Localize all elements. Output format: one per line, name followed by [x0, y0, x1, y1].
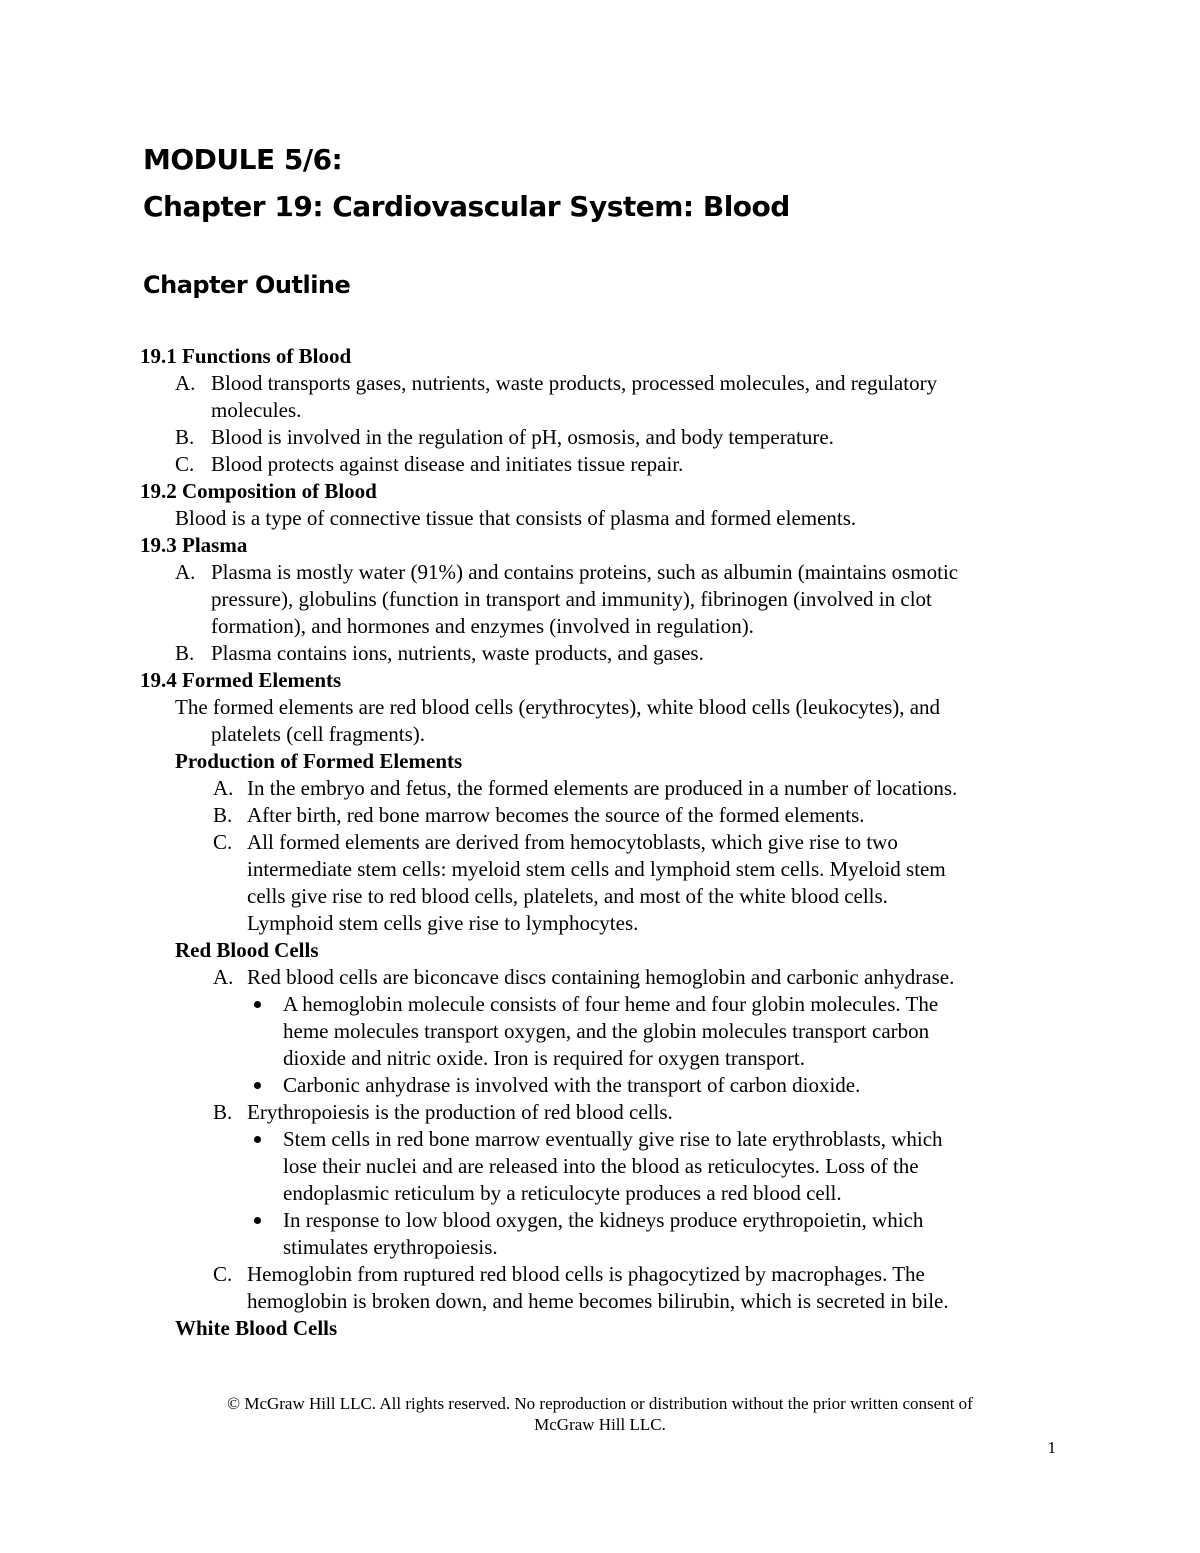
- outline-line: [140, 856, 1060, 883]
- chapter-title: Chapter 19: Cardiovascular System: Blood: [143, 190, 790, 223]
- page-number: 1: [1047, 1438, 1056, 1457]
- outline-line: [140, 1126, 1060, 1153]
- bullet-icon: [254, 1217, 261, 1224]
- list-marker: A.: [175, 560, 196, 584]
- list-marker: C.: [213, 1262, 233, 1286]
- list-marker: C.: [213, 830, 233, 854]
- bullet-icon: [254, 1001, 261, 1008]
- list-item: After birth, red bone marrow becomes the source of the formed elements.: [247, 803, 865, 827]
- outline-line: [140, 613, 1060, 640]
- list-item-continuation: Lymphoid stem cells give rise to lymphocytes.: [247, 911, 639, 935]
- outline-line: [140, 721, 1060, 748]
- outline-line: [140, 883, 1060, 910]
- outline-line: [140, 1180, 1060, 1207]
- outline-line: [140, 1099, 1060, 1126]
- outline-line: [140, 1045, 1060, 1072]
- bullet-icon: [254, 1082, 261, 1089]
- list-marker: B.: [213, 1100, 233, 1124]
- outline-line: [140, 1234, 1060, 1261]
- list-marker: B.: [213, 803, 233, 827]
- bullet-item: In response to low blood oxygen, the kidneys produce erythropoietin, which: [283, 1208, 924, 1232]
- outline-line: [140, 1072, 1060, 1099]
- section-heading: 19.3 Plasma: [140, 533, 248, 557]
- outline-line: [140, 397, 1060, 424]
- outline-line: [140, 370, 1060, 397]
- outline-line: [140, 1153, 1060, 1180]
- section-heading: 19.2 Composition of Blood: [140, 479, 377, 503]
- list-item: Hemoglobin from ruptured red blood cells is phagocytized by macrophages. The: [247, 1262, 925, 1286]
- list-item-continuation: hemoglobin is broken down, and heme becomes bilirubin, which is secreted in bile.: [247, 1289, 949, 1313]
- list-marker: C.: [175, 452, 195, 476]
- outline-line: [140, 532, 1060, 559]
- outline-line: [140, 802, 1060, 829]
- list-marker: A.: [213, 776, 234, 800]
- subsection-heading: Red Blood Cells: [175, 938, 319, 962]
- paragraph: The formed elements are red blood cells (erythrocytes), white blood cells (leukocytes), and: [175, 695, 941, 719]
- outline-body: [140, 343, 1060, 1342]
- outline-line: [140, 343, 1060, 370]
- list-item: All formed elements are derived from hemocytoblasts, which give rise to two: [247, 830, 898, 854]
- list-item: Erythropoiesis is the production of red blood cells.: [247, 1100, 673, 1124]
- bullet-item-continuation: endoplasmic reticulum by a reticulocyte produces a red blood cell.: [283, 1181, 842, 1205]
- copyright-line-1: © McGraw Hill LLC. All rights reserved. No reproduction or distribution without the prior written consent of: [227, 1394, 973, 1413]
- list-item: Blood transports gases, nutrients, waste products, processed molecules, and regulatory: [211, 371, 938, 395]
- section-heading: 19.1 Functions of Blood: [140, 344, 352, 368]
- list-item-continuation: platelets (cell fragments).: [211, 722, 425, 746]
- bullet-icon: [254, 1136, 261, 1143]
- bullet-item: A hemoglobin molecule consists of four heme and four globin molecules. The: [283, 992, 939, 1016]
- bullet-item-continuation: heme molecules transport oxygen, and the globin molecules transport carbon: [283, 1019, 930, 1043]
- outline-line: [140, 559, 1060, 586]
- bullet-item: Carbonic anhydrase is involved with the transport of carbon dioxide.: [283, 1073, 861, 1097]
- outline-line: [140, 1315, 1060, 1342]
- outline-line: [140, 964, 1060, 991]
- list-item: Red blood cells are biconcave discs containing hemoglobin and carbonic anhydrase.: [247, 965, 955, 989]
- list-item: Plasma contains ions, nutrients, waste products, and gases.: [211, 641, 704, 665]
- chapter-outline-heading: Chapter Outline: [143, 271, 351, 299]
- bullet-item-continuation: dioxide and nitric oxide. Iron is required for oxygen transport.: [283, 1046, 805, 1070]
- outline-line: [140, 505, 1060, 532]
- bullet-item: Stem cells in red bone marrow eventually give rise to late erythroblasts, which: [283, 1127, 943, 1151]
- subsection-heading: White Blood Cells: [175, 1316, 338, 1340]
- list-item-continuation: cells give rise to red blood cells, platelets, and most of the white blood cells.: [247, 884, 888, 908]
- outline-line: [140, 451, 1060, 478]
- outline-line: [140, 586, 1060, 613]
- outline-line: [140, 991, 1060, 1018]
- list-marker: A.: [213, 965, 234, 989]
- outline-line: [140, 1261, 1060, 1288]
- outline-line: [140, 1207, 1060, 1234]
- outline-line: [140, 829, 1060, 856]
- section-heading: 19.4 Formed Elements: [140, 668, 342, 692]
- list-item: Blood is involved in the regulation of pH, osmosis, and body temperature.: [211, 425, 834, 449]
- outline-line: [140, 1288, 1060, 1315]
- subsection-heading: Production of Formed Elements: [175, 749, 463, 773]
- outline-line: [140, 640, 1060, 667]
- list-item-continuation: pressure), globulins (function in transport and immunity), fibrinogen (involved in clot: [211, 587, 932, 611]
- outline-line: [140, 424, 1060, 451]
- outline-line: [140, 748, 1060, 775]
- paragraph: Blood is a type of connective tissue that consists of plasma and formed elements.: [175, 506, 857, 530]
- list-item: Blood protects against disease and initiates tissue repair.: [211, 452, 684, 476]
- outline-line: [140, 1018, 1060, 1045]
- outline-line: [140, 694, 1060, 721]
- list-marker: B.: [175, 425, 195, 449]
- list-item-continuation: intermediate stem cells: myeloid stem cells and lymphoid stem cells. Myeloid stem: [247, 857, 946, 881]
- list-item-continuation: formation), and hormones and enzymes (involved in regulation).: [211, 614, 754, 638]
- list-item-continuation: molecules.: [211, 398, 302, 422]
- list-item: In the embryo and fetus, the formed elements are produced in a number of locations.: [247, 776, 958, 800]
- list-marker: A.: [175, 371, 196, 395]
- outline-line: [140, 937, 1060, 964]
- copyright-line-2: McGraw Hill LLC.: [534, 1415, 666, 1434]
- outline-line: [140, 910, 1060, 937]
- outline-line: [140, 667, 1060, 694]
- outline-line: [140, 775, 1060, 802]
- module-heading: MODULE 5/6:: [143, 143, 343, 176]
- list-marker: B.: [175, 641, 195, 665]
- list-item: Plasma is mostly water (91%) and contains proteins, such as albumin (maintains osmotic: [211, 560, 959, 584]
- bullet-item-continuation: stimulates erythropoiesis.: [283, 1235, 498, 1259]
- outline-line: [140, 478, 1060, 505]
- bullet-item-continuation: lose their nuclei and are released into the blood as reticulocytes. Loss of the: [283, 1154, 919, 1178]
